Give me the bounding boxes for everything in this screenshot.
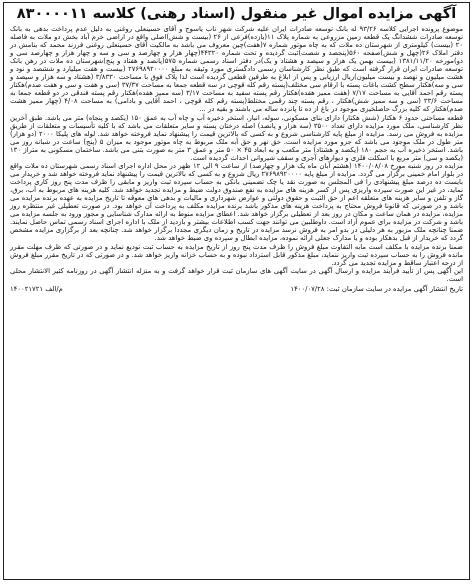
notice-title: آگهی مزایده اموال غیر منقول (اسناد رهنی) کلاسه ۸۳۰۰۰۰۱۱	[16, 6, 457, 22]
auction-notice	[3, 2, 470, 580]
publication-line	[10, 285, 463, 294]
notice-code: م/الف ۱۴۰۰۲۱۷۲۱	[10, 284, 63, 293]
footer-paragraph: ضمنا برنده مزایده با مکلف است مابه التفاوت مبلغ فروش را ظرف مدت پنج روز از تاریخ مزایده به حساب ثبت تودیع نماید و در صورتی که ظرف مهلت مقرر مانده فروش را به حساب سپرده ثبت واریز ننماید، مبلغ مذکور قابل استرداد نبوده و به حساب خزانه واریز خواهد شد. و در صورتی که در تاریخ مقرر مبلغ فروش از درجه اعتبار ساقط و مزایده تجدید می گردد.	[10, 243, 463, 268]
footer-paragraph: این آگهی پس از تأیید فرآیند مزایده و ارسال آگهی در سایت آگهی های سازمان ثبت قرار خواهد گرفت و به منزله انتشار آگهی در روزنامه کثیر الانتشار محلی است.	[10, 267, 463, 284]
publication-date: تاریخ انتشار آگهی مزایده در سایت سازمان ثبت: ۱۴۰۰/۰۷/۲۸	[290, 284, 463, 293]
notice-body	[10, 25, 463, 242]
notice-paragraph: مزایده در روز شنبه مورخ ۱۴۰۰/۰۸/۰۸ (هشتم آبان ماه یک هزار و چهارصد) از ساعت ۹ الی ۱۲ ظهر در محل اداره اجرای اسناد رسمی شهرستان ده ملات واقع در بلوار امام خمینی برگزار می گردد. مزایده از مبلغ پایه ۲۷۶۹۸۹۲۰۰۰۰ ریال شروع و به کسی که بالاترین قیمت را پیشنهاد نماید فروخته خواهد شد و خریدار می بایست ده درصد مبلغ پیشنهادی را فی المجلس به صورت نقد یا چک تضمینی بانکی به حساب سپرده ثبت واریز و مابقی را ظرف مدت پنج روز کاری پرداخت نماید، در غیر این صورت سپرده واریزی پس از کسر هزینه های مزایده به نفع صندوق دولت ضبط و مزایده تجدید خواهد شد. کلیه هزینه های مربوط به آب، برق، گاز و تلفن و سایر هزینه های متعلقه اعم از حق الثبت و حقوق دولتی و عوارض شهرداری و مالیات و بدهی های معوقه تا تاریخ مزایده به عهده برنده مزایده می باشد و در صورتی که قانونا فروش محتاج به پرداخت هزینه های مذکور باشد برنده مزایده مکلف به پرداخت آن خواهد بود. در صورت تعطیلی غیر منتظره روز مزایده، مزایده در همان ساعت و مکان در روز بعد از تعطیلی برگزار خواهد شد. اعطای مزایده منوط به ارائه مدارک شناسایی و مجوز ورود به جلسه مزایده می باشد و شرکت در مزایده برای عموم آزاد است. داوطلبین می توانند جهت کسب اطلاعات بیشتر و بازدید از ملک با اداره اجرای اسناد رسمی تماس حاصل نمایند. ضمنا چنانچه ملک مزبور به هر دلیلی در بدو امر به فروش نرسد مزایده در تاریخ و زمان دیگری مجددا برگزار خواهد شد. چنانچه بعد از برگزاری مزایده مشخص گردد که خریدار از قبل بدهکار بوده و یا مدارک جعلی ارائه نموده، مزایده ابطال و سپرده وی ضبط خواهد شد.	[10, 161, 464, 243]
notice-footer	[10, 243, 463, 283]
notice-paragraph: قطعه مساحتی حدود ۶ هکتار (شش هکتار) دارای بنای مسکونی، سوله، انبار، استخر ذخیره آب و چاه آب به عمق ۱۵۰ (یکصد و پنجاه) متر می باشد. طبق آخرین نظر کارشناسی، ملک مورد مزایده دارای تعداد ۳۵۰۰ (سه هزار و پانصد) اصله درختان پسته و سایر متعلقات می باشد که با کلیه تأسیسات و متعلقات از طریق مزایده به فروش می رسد. مزایده از مبلغ پایه کارشناسی شروع و به کسی که بالاترین قیمت را پیشنهاد نماید فروخته خواهد شد. لوله های پلیکا ۲۰۰۰ (دو هزار) متر طول در ملک موجود می باشد که جزو مورد مزایده است. حق نهر و حق آبه ملک مربوط به چاه موتور موجود به میزان ۵ (پنج) ساعت در شبانه روز می باشد. استخر ذخیره آب به حجم ۱۸۰ (یکصد و هشتاد) متر مکعب و به ابعاد ۴۵ × ۵۰ متر و عمق ۳ متر به صورت بتنی می باشد. ساختمان مسکونی به متراژ ۱۳۰ (یکصد و سی) متر مربع با اسکلت فلزی و دیوارهای آجری و سقف شیروانی احداث گردیده است.	[10, 113, 464, 162]
notice-paragraph: موضوع پرونده اجرایی کلاسه ۹۳/۲۶ له بانک توسعه صادرات ایران علیه شرکت شهر ناب یاسوج و آقای حسینعلی روغنی به دلیل عدم پرداخت بدهی به بانک توسعه صادرات ششدانگ یک قطعه زمین مزروعی به شماره پلاک ۱۱(یازده)فرعی از ۲۶ (بیست و شش)اصلی واقع در اراضی خرم آباد بخش دو ملات به فاصله ۲۰ (بیست) کیلومتری از شهرستان ده ملات که به چاه موتور شماره ۷(هفت)چین معروف می باشد به مالکیت آقای حسینعلی روغنی فرزند محمد که بنامش در دفتر املاک ۲۶(چهل و شش)صفحه ۵۶۰(پنجصد و شصت)ثبت گردیده و تحت شماره ۴۴۳۲۰(چهار هزار و چهارصد و سی و سه و چهار هزار و چهارصد سی و دو)مورخه ۱۳۸۱/۱۱/۲۰ (بیست بهمن یک هزار و سیصد و هشتاد و یک)در دفتر اسناد رسمی شماره ۵۷۵(پانصد و هفتاد و پنج)شهرستان ده ملات در رهن بانک توسعه صادرات ایران قرار گرفته است که طبق نظر کارشناسان رسمی دادگستری مورد وثیقه به مبلغ ۲۷۶۹۸۹۲۰۰۰۰ (بیست و هفت میلیارد و ششصد و نود و هشت میلیون و نهصد و بیست میلیون)ریال ارزیابی و پس از ابلاغ به طرفین قطعی گردیده است لذا پلاک فوق با مساحت ۳/۸۳۳۰ (هشتاد و سه هزار و سیصد و سی و سه)هکتار سطح کشت باغات پسته با ارقام سی مختلف(پسته رقم کله قوچی در سه قطعه جمعا به مساحت ۳۷/۳۷ (سی و هفت و سی و هفت صدم)هکتار پسته رقم احمد آقایی به مساحت ۷/۱۷ (هفت مميز هفده)هکتار رقم پسته سفید به مساحت ۳/۱۷ (سه مميز هفده)هکتار رقم پسته فندقی در دو قطعه جمعا به مساحت ۳۳/۶ (سی و سه مميز شش)هکتار ، رقم پسته چند رقمی مختلط(پسته رقم کله قوچی ، احمد آقایی و بادامی) به مساحت ۴/۰۸ (چهار مميز هشت صدم)هکتار که کلیه بزرگ حاصلخیزی موجود در باغ از ده تا پانزده ساله می باشند و بقیه در ...	[10, 25, 464, 114]
